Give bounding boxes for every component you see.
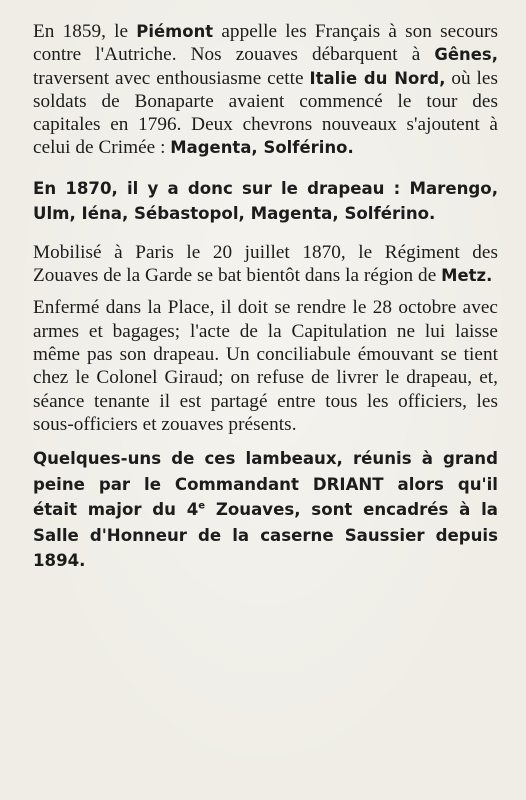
paragraph-flag-fragments bbox=[33, 446, 498, 574]
text-run: appelle les Français à son secours contre l'Autriche. Nos zouaves débarquent à bbox=[33, 21, 498, 66]
text-run: En 1859, le bbox=[33, 21, 137, 42]
text-run: Zouaves, sont encadrés à la Salle d'Honneur de la caserne Saussier depuis 1894. bbox=[33, 500, 498, 571]
text-run: où les soldats de Bonaparte avaient commencé le tour des capitales en 1796. Deux chevrons nouveaux s'ajoutent à celui de Crimée : bbox=[33, 67, 499, 159]
paragraph-1870-mobilisation bbox=[33, 241, 498, 288]
superscript-e: e bbox=[198, 500, 206, 512]
keyword-italie-du-nord: Italie du Nord, bbox=[309, 68, 446, 88]
keyword-genes: Gênes, bbox=[434, 45, 498, 65]
text-run: traversent avec enthousiasme cette bbox=[33, 67, 310, 89]
keyword-metz: Metz. bbox=[441, 266, 493, 286]
text-run: Mobilisé à Paris le 20 juillet 1870, le Régiment des Zouaves de la Garde se bat bientôt dans la région de bbox=[33, 241, 498, 287]
text-run: Quelques-uns de ces lambeaux, réunis à grand peine par le Commandant DRIANT alors qu'il était major du 4 bbox=[33, 449, 498, 520]
paragraph-capitulation: Enfermé dans la Place, il doit se rendre le 28 octobre avec armes et bagages; l'acte de la Capitulation ne lui laisse même pas son drapeau. Un conciliabule émouvant se tient chez le Colonel Giraud; on refuse de livrer le drapeau, et, séance tenante il est partagé entre tous les officiers, les sous-officiers et zouaves présents. bbox=[33, 297, 498, 435]
keyword-magenta-solferino: Magenta, Solférino. bbox=[170, 138, 354, 158]
keyword-piemont: Piémont bbox=[136, 22, 214, 41]
paragraph-flag-battles: En 1870, il y a donc sur le drapeau : Marengo, Ulm, Iéna, Sébastopol, Magenta, Solférino. bbox=[33, 178, 498, 224]
paragraph-1859-campaign bbox=[33, 20, 498, 160]
